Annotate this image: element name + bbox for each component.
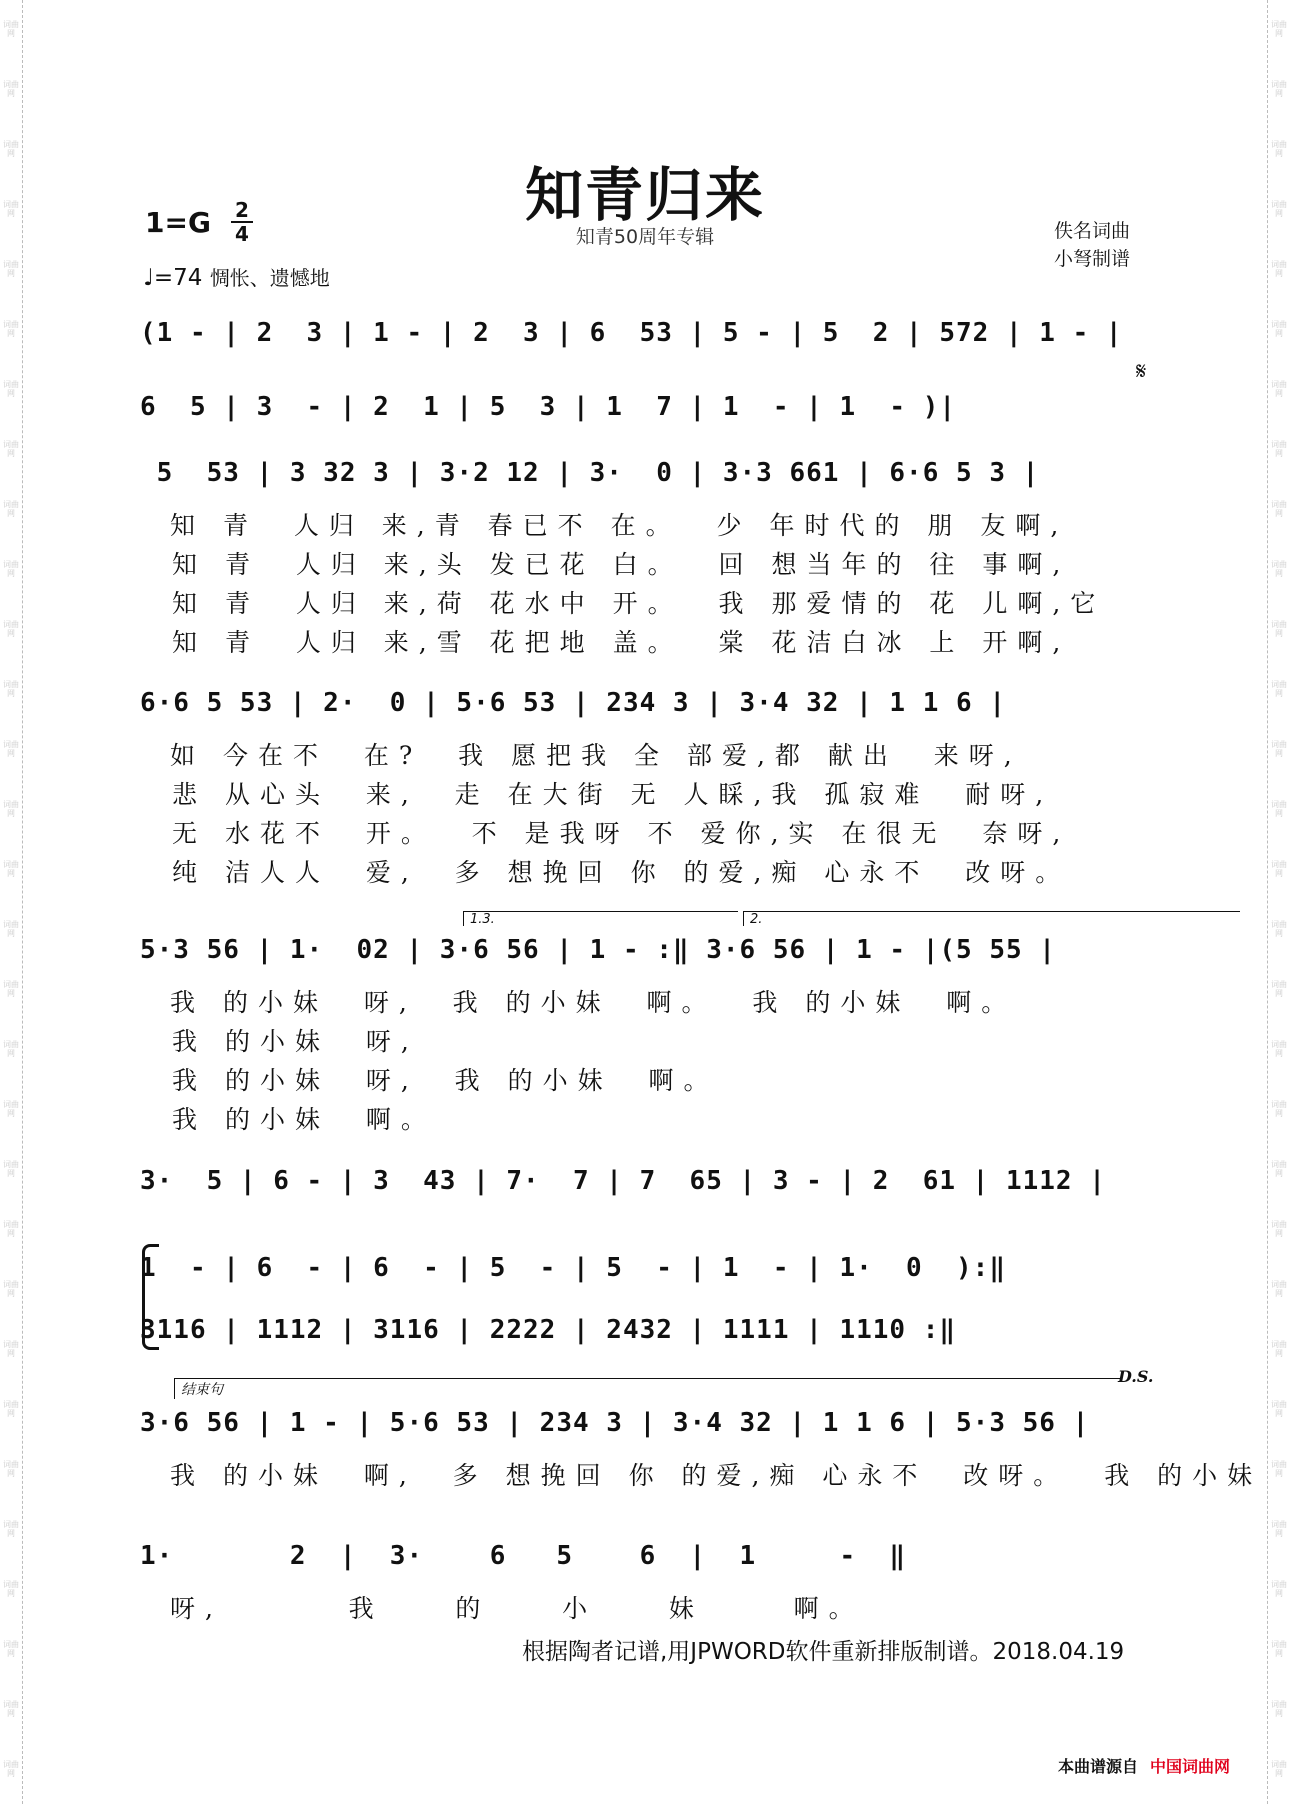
lyric-line: 知 青 人归 来,荷 花水中 开。 我 那爱情的 花 儿啊,它 <box>172 589 1106 618</box>
lyric-line: 我 的小妹 啊, 多 想挽回 你 的爱,痴 心永不 改呀。 我 的小妹 <box>170 1461 1263 1490</box>
lyric-line: 我 的小妹 呀, <box>172 1027 419 1056</box>
album-subtitle: 知青50周年专辑 <box>575 226 715 248</box>
notation-line: 3·6 56 | 1 - | 5·6 53 | 234 3 | 3·4 32 | 1 1 6 | 5·3 56 | <box>140 1408 1090 1438</box>
watermark-text: 词曲网 <box>1271 680 1287 698</box>
lyric-line: 我 的小妹 啊。 <box>172 1105 436 1134</box>
watermark-text: 词曲网 <box>3 20 19 38</box>
lyric-line: 我 的小妹 呀, 我 的小妹 啊。 <box>172 1066 719 1095</box>
watermark-text: 词曲网 <box>1271 140 1287 158</box>
left-margin-strip <box>0 0 23 1804</box>
watermark-text: 词曲网 <box>3 1160 19 1178</box>
lyric-line: 无 水花不 开。 不 是我呀 不 爱你,实 在很无 奈呀, <box>172 819 1071 848</box>
staff-brace <box>142 1244 159 1350</box>
dal-segno-marking: D.S. <box>1118 1367 1154 1386</box>
watermark-text: 词曲网 <box>3 1280 19 1298</box>
watermark-text: 词曲网 <box>3 80 19 98</box>
watermark-text: 词曲网 <box>1271 1460 1287 1478</box>
watermark-text: 词曲网 <box>1271 920 1287 938</box>
watermark-text: 词曲网 <box>3 500 19 518</box>
watermark-text: 词曲网 <box>1271 260 1287 278</box>
footnote: 根据陶者记谱,用JPWORD软件重新排版制谱。2018.04.19 <box>522 1639 1125 1665</box>
watermark-text: 词曲网 <box>1271 1580 1287 1598</box>
notation-line: 1· 2 | 3· 6 5 6 | 1 - ‖ <box>140 1541 907 1571</box>
watermark-text: 词曲网 <box>1271 1160 1287 1178</box>
source-brand-link[interactable]: 中国词曲网 <box>1150 1757 1231 1776</box>
watermark-text: 词曲网 <box>1271 1340 1287 1358</box>
watermark-text: 词曲网 <box>3 1220 19 1238</box>
watermark-text: 词曲网 <box>3 860 19 878</box>
lyric-line: 知 青 人归 来,头 发已花 白。 回 想当年的 往 事啊, <box>172 550 1071 579</box>
ending-section-label: 结束句 <box>174 1378 1121 1399</box>
watermark-text: 词曲网 <box>1271 1400 1287 1418</box>
lyric-line: 呀, 我 的 小 妹 啊。 <box>170 1594 864 1623</box>
watermark-text: 词曲网 <box>1271 620 1287 638</box>
tempo-mood: 惆怅、遗憾地 <box>209 266 330 290</box>
volta-bracket: 2. <box>743 911 1240 926</box>
watermark-text: 词曲网 <box>1271 1100 1287 1118</box>
watermark-text: 词曲网 <box>1271 740 1287 758</box>
watermark-text: 词曲网 <box>1271 980 1287 998</box>
notation-line: 6 5 | 3 - | 2 1 | 5 3 | 1 7 | 1 - | 1 - )| <box>140 392 957 422</box>
watermark-text: 词曲网 <box>1271 1280 1287 1298</box>
notation-line: 1 - | 6 - | 6 - | 5 - | 5 - | 1 - | 1· 0 ):‖ <box>140 1253 1006 1283</box>
watermark-text: 词曲网 <box>1271 1640 1287 1658</box>
watermark-text: 词曲网 <box>3 1340 19 1358</box>
watermark-text: 词曲网 <box>3 680 19 698</box>
lyric-line: 知 青 人归 来,青 春已不 在。 少 年时代的 朋 友啊, <box>170 511 1069 540</box>
notation-line: (1 - | 2 3 | 1 - | 2 3 | 6 53 | 5 - | 5 2 | 572 | 1 - | <box>140 318 1123 348</box>
watermark-text: 词曲网 <box>1271 500 1287 518</box>
watermark-text: 词曲网 <box>3 1520 19 1538</box>
watermark-text: 词曲网 <box>3 1100 19 1118</box>
time-signature: 2 4 <box>231 200 253 244</box>
watermark-text: 词曲网 <box>1271 1760 1287 1778</box>
watermark-text: 词曲网 <box>1271 440 1287 458</box>
lyric-line: 悲 从心头 来, 走 在大街 无 人睬,我 孤寂难 耐呀, <box>172 780 1054 809</box>
lyric-line: 我 的小妹 呀, 我 的小妹 啊。 我 的小妹 啊。 <box>170 988 1017 1017</box>
watermark-text: 词曲网 <box>1271 380 1287 398</box>
watermark-text: 词曲网 <box>1271 560 1287 578</box>
volta-bracket: 1.3. <box>463 911 738 926</box>
watermark-text: 词曲网 <box>3 800 19 818</box>
watermark-text: 词曲网 <box>3 1580 19 1598</box>
source-attribution: 本曲谱源自 中国词曲网 <box>1058 1757 1231 1776</box>
watermark-text: 词曲网 <box>1271 1700 1287 1718</box>
watermark-text: 词曲网 <box>3 920 19 938</box>
watermark-text: 词曲网 <box>3 740 19 758</box>
watermark-text: 词曲网 <box>3 1640 19 1658</box>
watermark-text: 词曲网 <box>1271 1040 1287 1058</box>
watermark-text: 词曲网 <box>3 1400 19 1418</box>
watermark-text: 词曲网 <box>3 260 19 278</box>
segno-icon: 𝄋 <box>1136 357 1147 385</box>
notation-line: 5·3 56 | 1· 02 | 3·6 56 | 1 - :‖ 3·6 56 | 1 - |(5 55 | <box>140 935 1056 965</box>
watermark-text: 词曲网 <box>3 620 19 638</box>
lyric-line: 知 青 人归 来,雪 花把地 盖。 棠 花洁白冰 上 开啊, <box>172 628 1071 657</box>
credit-transcriber: 小弩制谱 <box>1054 248 1131 270</box>
watermark-text: 词曲网 <box>3 980 19 998</box>
notation-line: 3· 5 | 6 - | 3 43 | 7· 7 | 7 65 | 3 - | 2 61 | 1112 | <box>140 1166 1106 1196</box>
tempo-marking: ♩=74 惆怅、遗憾地 <box>143 265 330 291</box>
watermark-text: 词曲网 <box>1271 200 1287 218</box>
key-signature: 1=G <box>145 206 211 239</box>
watermark-text: 词曲网 <box>1271 80 1287 98</box>
watermark-text: 词曲网 <box>3 1460 19 1478</box>
watermark-text: 词曲网 <box>1271 320 1287 338</box>
notation-line: 3116 | 1112 | 3116 | 2222 | 2432 | 1111 | 1110 :‖ <box>140 1315 957 1345</box>
watermark-text: 词曲网 <box>3 320 19 338</box>
watermark-text: 词曲网 <box>3 140 19 158</box>
watermark-text: 词曲网 <box>1271 800 1287 818</box>
song-title: 知青归来 <box>524 161 765 229</box>
watermark-text: 词曲网 <box>3 560 19 578</box>
watermark-text: 词曲网 <box>3 440 19 458</box>
right-margin-strip <box>1267 0 1290 1804</box>
watermark-text: 词曲网 <box>3 380 19 398</box>
watermark-text: 词曲网 <box>3 1040 19 1058</box>
watermark-text: 词曲网 <box>1271 1520 1287 1538</box>
watermark-text: 词曲网 <box>3 1760 19 1778</box>
watermark-text: 词曲网 <box>1271 860 1287 878</box>
watermark-text: 词曲网 <box>1271 1220 1287 1238</box>
watermark-text: 词曲网 <box>3 1700 19 1718</box>
credit-composer: 佚名词曲 <box>1054 220 1131 242</box>
quarter-note-icon: ♩ <box>143 265 154 291</box>
lyric-line: 纯 洁人人 爱, 多 想挽回 你 的爱,痴 心永不 改呀。 <box>172 858 1071 887</box>
watermark-text: 词曲网 <box>1271 20 1287 38</box>
lyric-line: 如 今在不 在? 我 愿把我 全 部爱,都 献出 来呀, <box>170 741 1022 770</box>
notation-line: 6·6 5 53 | 2· 0 | 5·6 53 | 234 3 | 3·4 32 | 1 1 6 | <box>140 688 1006 718</box>
notation-line: 5 53 | 3 32 3 | 3·2 12 | 3· 0 | 3·3 661 | 6·6 5 3 | <box>140 458 1040 488</box>
watermark-text: 词曲网 <box>3 200 19 218</box>
